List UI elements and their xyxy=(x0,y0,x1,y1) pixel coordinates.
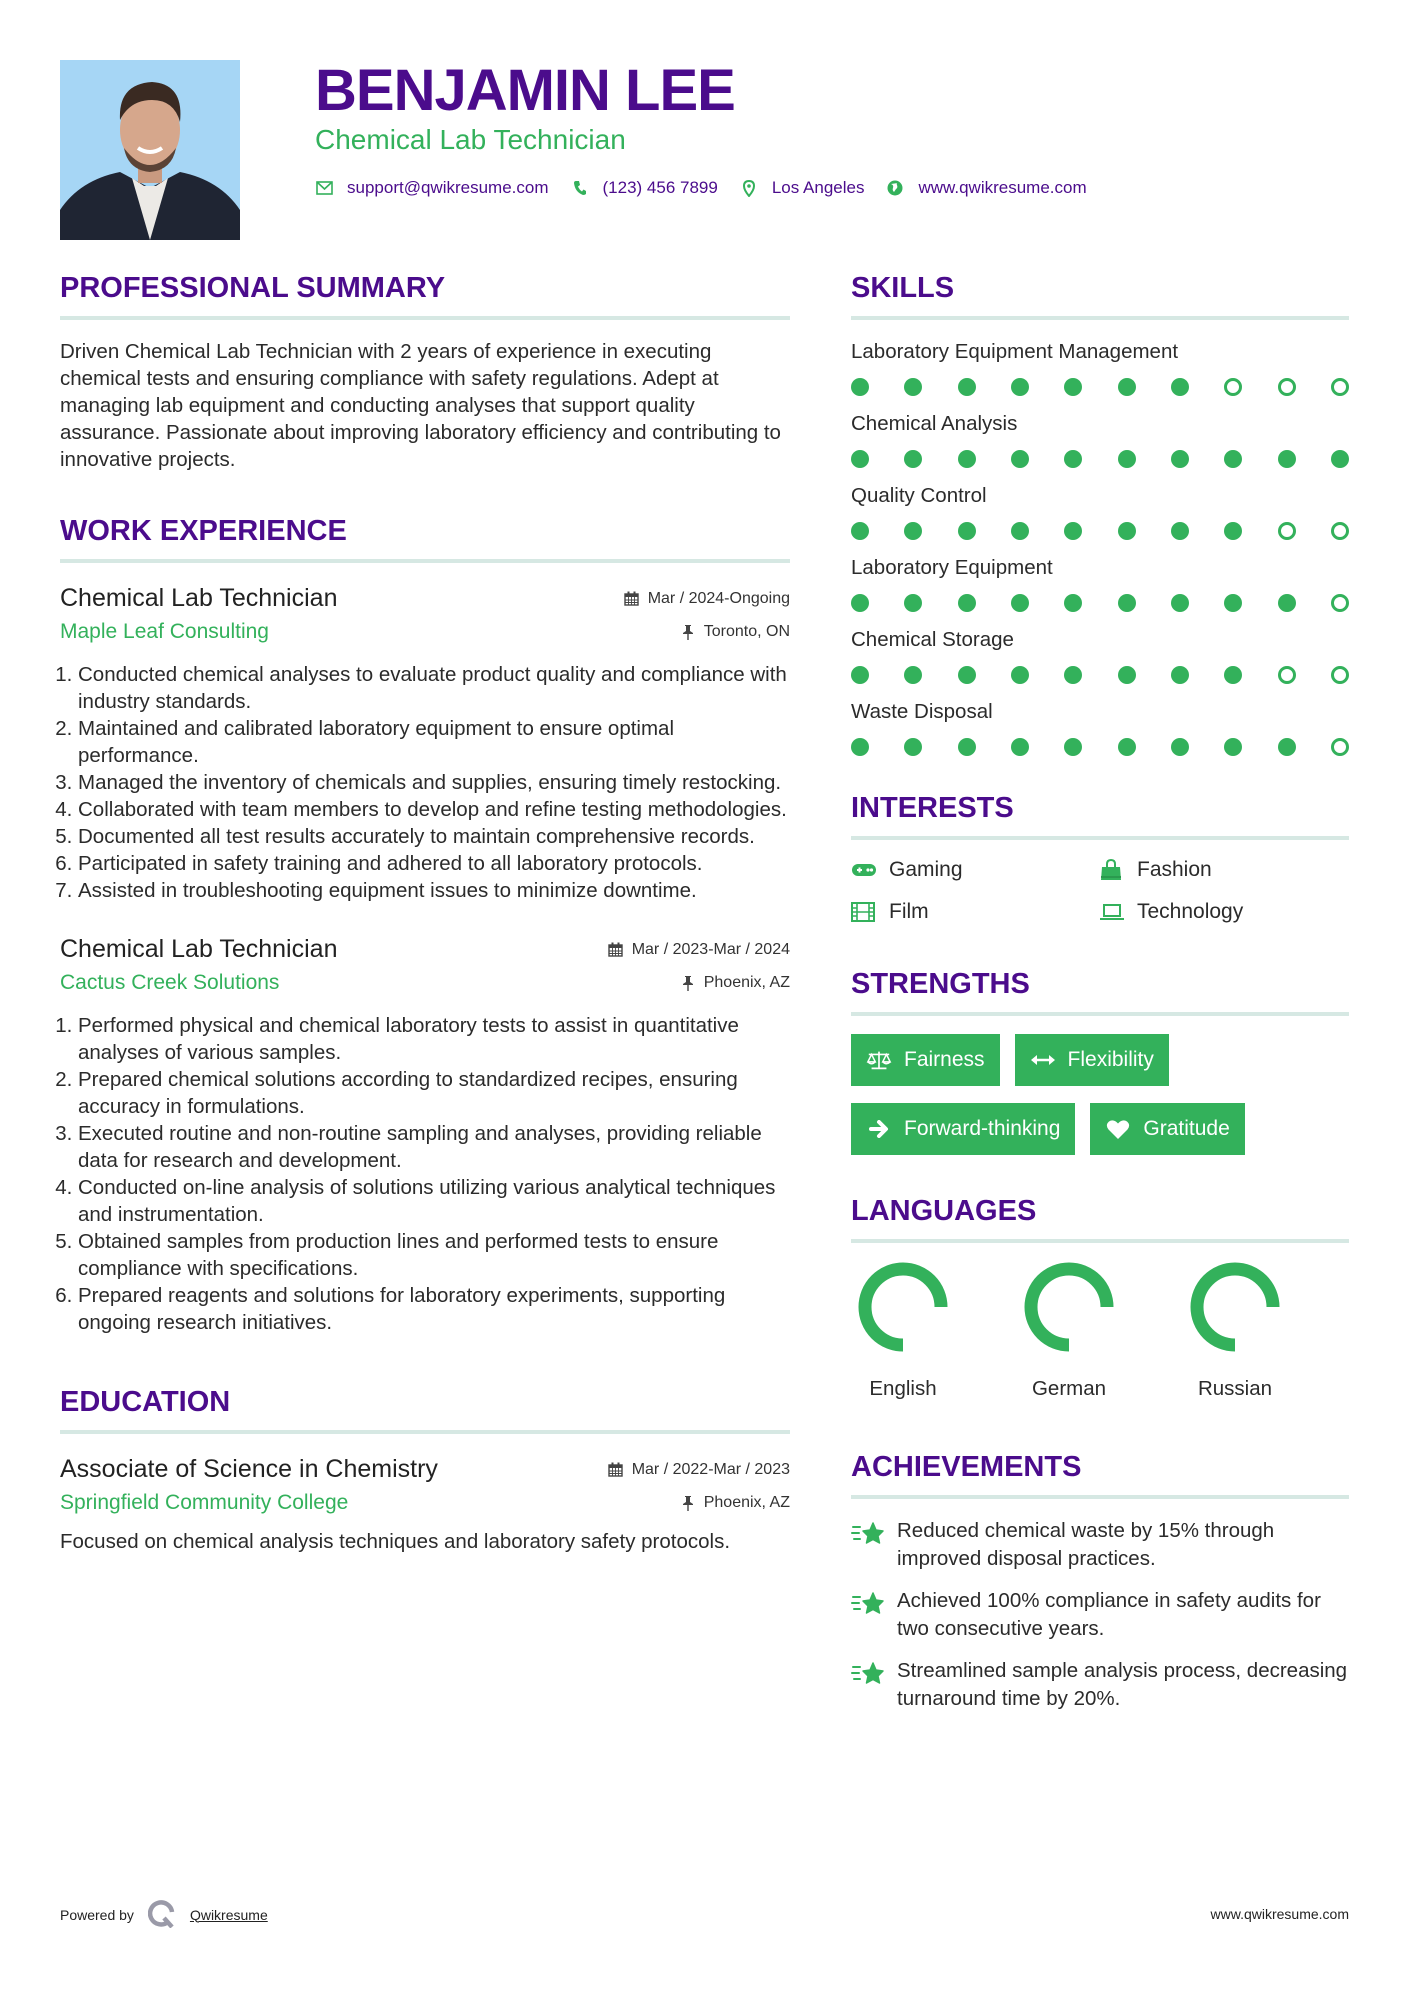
rating-dot-filled xyxy=(1224,594,1242,612)
interest-label: Gaming xyxy=(889,858,963,881)
section-title: ACHIEVEMENTS xyxy=(851,1451,1082,1483)
summary-section xyxy=(60,270,790,473)
laptop-icon xyxy=(1099,901,1125,923)
rating-dot-filled xyxy=(851,450,869,468)
skill-name: Laboratory Equipment xyxy=(851,556,1053,579)
calendar-icon xyxy=(608,1462,624,1478)
strength-badge xyxy=(851,1103,1075,1155)
portrait-image xyxy=(60,60,240,240)
section-title: WORK EXPERIENCE xyxy=(60,515,347,547)
pushpin-icon xyxy=(680,1495,696,1511)
strength-badge xyxy=(851,1034,1000,1086)
skill-item xyxy=(851,626,1349,684)
section-divider xyxy=(60,559,790,563)
interest-item xyxy=(1099,858,1347,882)
skills-list xyxy=(851,338,1349,756)
rating-dot-empty xyxy=(1278,378,1296,396)
interests-section xyxy=(851,790,1349,924)
language-item xyxy=(1017,1261,1183,1401)
skill-rating xyxy=(851,738,1349,756)
list-item: 4. Conducted on-line analysis of solutions utilizing various analytical techniques and instrumentation. xyxy=(78,1174,790,1228)
rating-dot-empty xyxy=(1331,594,1349,612)
list-item: 7. Assisted in troubleshooting equipment issues to minimize downtime. xyxy=(78,877,790,904)
rating-dot-filled xyxy=(1278,450,1296,468)
qwikresume-logo-icon xyxy=(148,1898,176,1931)
section-title: PROFESSIONAL SUMMARY xyxy=(60,272,446,304)
rating-dot-filled xyxy=(1064,378,1082,396)
language-proficiency-ring xyxy=(1189,1261,1281,1353)
job-title: Chemical Lab Technician xyxy=(60,935,338,963)
skill-rating xyxy=(851,594,1349,612)
footer-powered-by xyxy=(60,1898,268,1931)
list-item: 2. Prepared chemical solutions according to standardized recipes, ensuring accuracy in formulations. xyxy=(78,1066,790,1120)
list-item: 3. Managed the inventory of chemicals and supplies, ensuring timely restocking. xyxy=(78,769,790,796)
interest-label: Film xyxy=(889,900,929,923)
arrows-horizontal-icon xyxy=(1030,1049,1056,1071)
rating-dot-empty xyxy=(1331,522,1349,540)
language-proficiency-arc xyxy=(1197,1269,1273,1345)
rating-dot-filled xyxy=(851,666,869,684)
list-item: 5. Documented all test results accurately to maintain comprehensive records. xyxy=(78,823,790,850)
section-divider xyxy=(60,1430,790,1434)
interests-grid xyxy=(851,858,1349,924)
rating-dot-filled xyxy=(1118,450,1136,468)
section-divider xyxy=(851,1012,1349,1016)
education-dates xyxy=(608,1461,790,1479)
job-responsibilities xyxy=(60,1012,790,1336)
heart-icon xyxy=(1105,1118,1131,1140)
rating-dot-filled xyxy=(1224,450,1242,468)
job-location xyxy=(680,974,790,992)
rating-dot-filled xyxy=(1278,594,1296,612)
shooting-star-icon xyxy=(851,1589,885,1619)
rating-dot-filled xyxy=(1064,666,1082,684)
rating-dot-filled xyxy=(958,522,976,540)
education-description: Focused on chemical analysis techniques and laboratory safety protocols. xyxy=(60,1530,731,1553)
rating-dot-empty xyxy=(1278,522,1296,540)
pushpin-icon xyxy=(680,624,696,640)
achievement-item xyxy=(851,1657,1349,1713)
list-item: 6. Participated in safety training and adhered to all laboratory protocols. xyxy=(78,850,790,877)
language-item xyxy=(851,1261,1017,1401)
skill-name: Laboratory Equipment Management xyxy=(851,340,1179,363)
job-dates xyxy=(608,941,790,959)
section-divider xyxy=(851,836,1349,840)
rating-dot-filled xyxy=(1171,522,1189,540)
rating-dot-filled xyxy=(904,666,922,684)
pushpin-icon xyxy=(680,975,696,991)
job-dates-text: Mar / 2024-Ongoing xyxy=(647,589,790,607)
rating-dot-filled xyxy=(1064,594,1082,612)
skill-item xyxy=(851,482,1349,540)
rating-dot-filled xyxy=(904,594,922,612)
rating-dot-filled xyxy=(1011,378,1029,396)
interest-item xyxy=(851,900,1099,924)
rating-dot-filled xyxy=(958,666,976,684)
strength-label: Fairness xyxy=(904,1048,985,1071)
skill-name: Quality Control xyxy=(851,484,987,507)
contact-location: Los Angeles xyxy=(771,178,865,197)
rating-dot-empty xyxy=(1331,378,1349,396)
footer-website[interactable]: www.qwikresume.com xyxy=(1210,1906,1349,1922)
section-title: LANGUAGES xyxy=(851,1195,1037,1227)
balance-scale-icon xyxy=(866,1049,892,1071)
job-company: Maple Leaf Consulting xyxy=(60,620,269,643)
rating-dot-filled xyxy=(851,738,869,756)
achievement-item xyxy=(851,1587,1349,1643)
interest-label: Technology xyxy=(1137,900,1244,923)
rating-dot-filled xyxy=(958,594,976,612)
list-item: 1. Conducted chemical analyses to evaluate product quality and compliance with industry standards. xyxy=(78,661,790,715)
rating-dot-filled xyxy=(1118,522,1136,540)
interest-item xyxy=(1099,900,1347,924)
shopping-bag-icon xyxy=(1099,859,1125,881)
job-responsibilities xyxy=(60,661,790,904)
skill-item xyxy=(851,410,1349,468)
skill-name: Chemical Storage xyxy=(851,628,1014,651)
strength-label: Forward-thinking xyxy=(904,1117,1061,1140)
candidate-name: BENJAMIN LEE xyxy=(315,58,735,123)
job-entry xyxy=(60,932,790,1336)
rating-dot-filled xyxy=(1011,594,1029,612)
section-divider xyxy=(851,1495,1349,1499)
education-section xyxy=(60,1384,790,1555)
contact-website[interactable]: www.qwikresume.com xyxy=(918,178,1087,197)
job-location-text: Phoenix, AZ xyxy=(703,974,790,991)
language-proficiency-ring xyxy=(1023,1261,1115,1353)
rating-dot-empty xyxy=(1331,666,1349,684)
rating-dot-filled xyxy=(958,738,976,756)
calendar-icon xyxy=(608,942,624,958)
job-dates-text: Mar / 2023-Mar / 2024 xyxy=(631,940,790,958)
section-divider xyxy=(851,1239,1349,1243)
rating-dot-filled xyxy=(1331,450,1349,468)
section-title: STRENGTHS xyxy=(851,968,1030,1000)
rating-dot-filled xyxy=(1224,666,1242,684)
language-name: Russian xyxy=(1197,1377,1273,1400)
candidate-title: Chemical Lab Technician xyxy=(315,124,626,155)
left-column xyxy=(60,270,790,1555)
rating-dot-filled xyxy=(1064,522,1082,540)
rating-dot-filled xyxy=(1064,738,1082,756)
qwikresume-link[interactable]: Qwikresume xyxy=(189,1906,268,1923)
phone-icon xyxy=(571,179,589,197)
language-item xyxy=(1183,1261,1349,1401)
section-title: EDUCATION xyxy=(60,1386,231,1418)
language-name: German xyxy=(1031,1377,1107,1400)
rating-dot-filled xyxy=(1118,738,1136,756)
rating-dot-filled xyxy=(1171,594,1189,612)
profile-photo xyxy=(60,60,240,240)
list-item: 1. Performed physical and chemical laboratory tests to assist in quantitative analyses of various samples. xyxy=(78,1012,790,1066)
skill-item xyxy=(851,698,1349,756)
list-item: 5. Obtained samples from production lines and performed tests to ensure compliance with specifications. xyxy=(78,1228,790,1282)
rating-dot-filled xyxy=(851,522,869,540)
job-location xyxy=(680,623,790,641)
rating-dot-filled xyxy=(904,378,922,396)
job-title: Chemical Lab Technician xyxy=(60,584,338,612)
rating-dot-filled xyxy=(904,522,922,540)
language-proficiency-ring xyxy=(857,1261,949,1353)
skill-rating xyxy=(851,522,1349,540)
rating-dot-filled xyxy=(1011,450,1029,468)
calendar-icon xyxy=(624,591,640,607)
skill-item xyxy=(851,554,1349,612)
rating-dot-filled xyxy=(1278,738,1296,756)
degree-title: Associate of Science in Chemistry xyxy=(60,1455,438,1483)
experience-section xyxy=(60,513,790,1336)
globe-icon xyxy=(886,179,904,197)
rating-dot-filled xyxy=(904,450,922,468)
skill-rating xyxy=(851,378,1349,396)
achievement-text: Achieved 100% compliance in safety audits for two consecutive years. xyxy=(897,1589,1321,1640)
skill-name: Chemical Analysis xyxy=(851,412,1018,435)
strengths-section xyxy=(851,966,1349,1155)
section-divider xyxy=(851,316,1349,320)
section-divider xyxy=(60,316,790,320)
skill-name: Waste Disposal xyxy=(851,700,993,723)
rating-dot-filled xyxy=(1011,522,1029,540)
rating-dot-filled xyxy=(904,738,922,756)
strength-label: Flexibility xyxy=(1067,1048,1154,1071)
job-dates xyxy=(624,590,790,608)
school-name: Springfield Community College xyxy=(60,1491,349,1514)
achievement-text: Streamlined sample analysis process, decreasing turnaround time by 20%. xyxy=(897,1659,1348,1710)
rating-dot-filled xyxy=(1118,666,1136,684)
education-dates-text: Mar / 2022-Mar / 2023 xyxy=(631,1460,790,1478)
envelope-icon xyxy=(315,179,333,197)
powered-by-label: Powered by xyxy=(60,1906,134,1923)
education-location-text: Phoenix, AZ xyxy=(703,1494,790,1511)
language-proficiency-arc xyxy=(1031,1269,1107,1345)
gamepad-icon xyxy=(851,859,877,881)
language-proficiency-arc xyxy=(865,1269,941,1345)
interest-label: Fashion xyxy=(1137,858,1212,881)
contact-bar xyxy=(315,178,1109,198)
list-item: 2. Maintained and calibrated laboratory equipment to ensure optimal performance. xyxy=(78,715,790,769)
skill-rating xyxy=(851,450,1349,468)
job-location-text: Toronto, ON xyxy=(703,623,790,640)
section-title: SKILLS xyxy=(851,272,955,304)
arrow-right-icon xyxy=(866,1118,892,1140)
shooting-star-icon xyxy=(851,1659,885,1689)
rating-dot-filled xyxy=(1064,450,1082,468)
achievement-item xyxy=(851,1517,1349,1573)
strength-badge xyxy=(1090,1103,1244,1155)
section-title: INTERESTS xyxy=(851,792,1014,824)
rating-dot-filled xyxy=(1171,450,1189,468)
rating-dot-filled xyxy=(1011,738,1029,756)
strength-label: Gratitude xyxy=(1143,1117,1230,1140)
map-pin-icon xyxy=(740,179,758,197)
rating-dot-filled xyxy=(1011,666,1029,684)
rating-dot-filled xyxy=(1171,666,1189,684)
achievement-text: Reduced chemical waste by 15% through improved disposal practices. xyxy=(897,1519,1275,1570)
contact-phone[interactable]: (123) 456 7899 xyxy=(602,178,718,197)
shooting-star-icon xyxy=(851,1519,885,1549)
interest-item xyxy=(851,858,1099,882)
education-location xyxy=(680,1494,790,1512)
rating-dot-filled xyxy=(958,378,976,396)
summary-text: Driven Chemical Lab Technician with 2 years of experience in executing chemical tests and ensuring compliance with safety regulations. Adept at managing lab equipment and conducting analyses that support quality assurance. Passionate about improving laboratory efficiency and contributing to innovative projects. xyxy=(60,340,781,471)
languages-section xyxy=(851,1193,1349,1401)
rating-dot-filled xyxy=(1171,378,1189,396)
skills-section xyxy=(851,270,1349,756)
job-entry xyxy=(60,581,790,904)
rating-dot-filled xyxy=(1224,522,1242,540)
rating-dot-empty xyxy=(1278,666,1296,684)
list-item: 3. Executed routine and non-routine sampling and analyses, providing reliable data for research and development. xyxy=(78,1120,790,1174)
job-company: Cactus Creek Solutions xyxy=(60,971,280,994)
rating-dot-filled xyxy=(851,378,869,396)
rating-dot-filled xyxy=(1171,738,1189,756)
rating-dot-empty xyxy=(1224,378,1242,396)
rating-dot-filled xyxy=(1224,738,1242,756)
language-name: English xyxy=(869,1377,937,1400)
list-item: 6. Prepared reagents and solutions for laboratory experiments, supporting ongoing research initiatives. xyxy=(78,1282,790,1336)
contact-email[interactable]: support@qwikresume.com xyxy=(347,178,549,197)
skill-rating xyxy=(851,666,1349,684)
achievements-list xyxy=(851,1517,1349,1713)
strength-badge xyxy=(1015,1034,1169,1086)
rating-dot-filled xyxy=(851,594,869,612)
achievements-section xyxy=(851,1449,1349,1713)
film-icon xyxy=(851,901,877,923)
right-column xyxy=(851,270,1349,1727)
list-item: 4. Collaborated with team members to develop and refine testing methodologies. xyxy=(78,796,790,823)
rating-dot-filled xyxy=(1118,378,1136,396)
rating-dot-filled xyxy=(958,450,976,468)
languages-list xyxy=(851,1261,1349,1401)
strengths-list xyxy=(851,1034,1349,1155)
rating-dot-empty xyxy=(1331,738,1349,756)
skill-item xyxy=(851,338,1349,396)
rating-dot-filled xyxy=(1118,594,1136,612)
